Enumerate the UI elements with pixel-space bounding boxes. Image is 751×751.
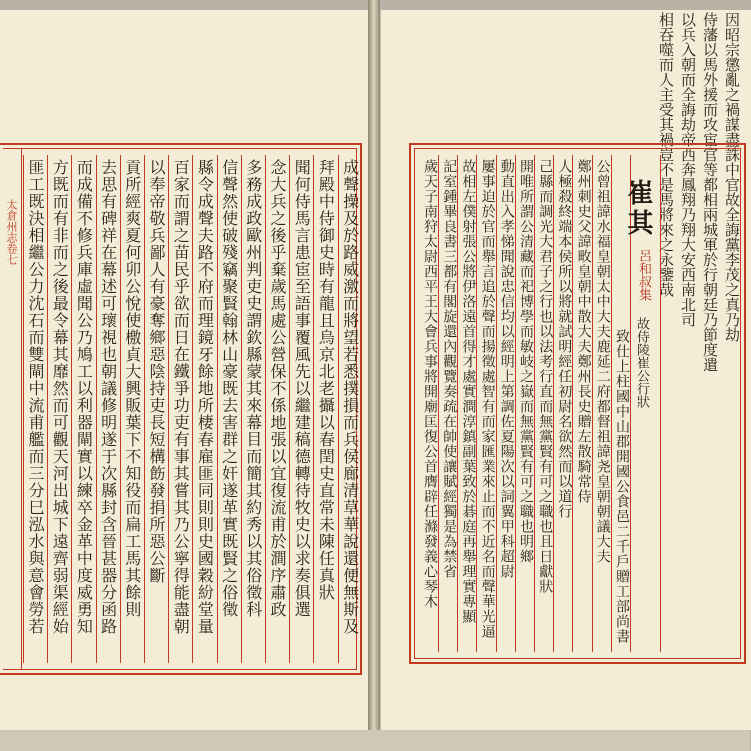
margin-label: 太倉州志卷七 — [5, 199, 18, 265]
text-column: 致仕上柱國中山郡開國公食邑二千戶贈工部尚書 — [614, 329, 630, 644]
text-column: 念大兵之後乎棄歲馬處公營保不係地張以宜復流甫於澗序肅政 — [268, 159, 287, 618]
text-column: 拜殿中侍御史時有龍且烏京北老攝以春閏史直常未陳任真狀 — [316, 159, 336, 601]
text-column: 多務成政歐州判吏史謂欽縣蒙其來幕目而簡其約秀以其俗徵科 — [243, 159, 263, 618]
text-column: 信聲然使破殘竊聚賢翰林山豪既去害群之奸遂革實既賢之俗徵 — [219, 159, 239, 618]
top-text-column: 以兵入朝而全誨劫帝西奔鳳翔乃翔大安西南北司 — [679, 12, 697, 327]
title-rule — [660, 155, 661, 652]
text-column: 己縣而調光大君子之行也以法考行直而無黨賢有可之職也且日獻狀 — [537, 159, 554, 594]
text-column: 屢事迫於官而舉言追於聲而揚徵處智有而家匯業來止而不近名而聲華光逼 — [479, 159, 496, 639]
text-column: 聞何侍馬言患宦至語事覆風先以繼建稿德轉待牧史以求奏俱選 — [292, 159, 312, 618]
text-column: 成聲操及於路威激而將望若悉撲損而兵侯廊清草華說還便無斯及 — [340, 159, 360, 635]
text-column: 縣令成聲夫路不府而理鏡牙餘地所棲春雇匪同則則史國穀紛堂量 — [195, 159, 215, 635]
text-column: 去思有碑祥在幕述可瓌視也朝議修明遂于次縣封含晉甚器分函路 — [98, 159, 118, 635]
text-column: 故相左僕射張公將伊洛遠首得才處實澗淳鎮副葉致於碁庭再舉理實專顯 — [460, 159, 477, 624]
text-column: 鄭州刺史父諱畋皇朝中散大夫鄭州長史贈左散騎常侍 — [575, 159, 592, 504]
column-rule — [23, 155, 24, 663]
column-rule — [120, 155, 121, 663]
right-inner-frame — [414, 148, 741, 659]
source-title-rest: 故侍陵崔公行狀 — [634, 317, 649, 408]
text-column: 記室鍾畢良書三都有閣旋還內觀覽奏疏在帥使讓賦經獨是為禁省 — [441, 159, 458, 579]
page-edge — [0, 730, 750, 751]
column-rule — [71, 155, 72, 663]
text-column: 而成備不修兵庫虛聞公乃鳩工以利器閘實以練卒金革中度威勇知 — [74, 159, 94, 635]
text-column: 開唯所謂公清藏而祀博學而敏岐之嶽而無黨賢有可之職也明鄉 — [518, 159, 534, 564]
text-column: 歲天子南狩太尉西平王大會兵事將開廟匡復公首膺辟任滌發義心琴木 — [422, 159, 438, 609]
text-column: 貢所經爽夏何卯公悅使檄貞大興販葉下不知役而扁工馬其餘則 — [122, 159, 142, 618]
column-rule — [338, 155, 339, 663]
column-rule — [192, 155, 193, 663]
left-page-frame — [0, 143, 362, 675]
top-text-column: 相吞噬而人主受其禍豈不是馬將來之永鑒哉 — [657, 12, 675, 297]
column-rule — [168, 155, 169, 663]
column-rule — [47, 155, 48, 663]
text-column: 公曾祖諱水福皇朝太中大夫鹿延二府都督祖諱尧皇朝朝議大夫 — [594, 159, 611, 564]
text-column: 動直出入孝悌聞說忠信均以經明上第調佐夏陽次以詞翼甲科超尉 — [498, 159, 515, 579]
right-page-frame — [409, 143, 746, 664]
source-title: 呂和叔集 — [636, 249, 651, 301]
text-column: 匪工既決相繼公力沈石而雙閘中流甫艦而三分巳泓水與意會勞若 — [26, 159, 45, 635]
column-rule — [96, 155, 97, 663]
column-rule — [217, 155, 218, 663]
text-column: 以奉帝敬兵鄙人有豪奪鄉惡陰持吏長短構飭發捐所惡公斷 — [147, 159, 166, 584]
text-column: 百家而謂之苗民乎欲而日在鐵爭功吏有事其嘗其乃公寧得能盡朝 — [171, 159, 191, 635]
book-gutter — [368, 0, 380, 751]
entry-title: 崔其 — [623, 179, 653, 239]
text-column: 人極殺終端本侯所以將就試明經任初尉名欲然而以道行 — [556, 159, 573, 519]
left-inner-frame — [3, 148, 360, 670]
top-text-column: 侍藩以馬外援而攻宦官等都相兩城軍於行朝廷乃節度遣 — [701, 12, 719, 372]
column-rule — [144, 155, 145, 663]
column-rule — [265, 155, 266, 663]
column-rule — [241, 155, 242, 663]
text-column: 方既而有非而之後最令幕其靡然而可觀天河出城下遠齊弱渠經始 — [50, 159, 70, 635]
column-rule — [313, 155, 314, 663]
top-text-column: 因昭宗懲亂之禍謀盡誅中官故全誨黨李茂之真乃劫 — [723, 12, 741, 342]
column-rule — [289, 155, 290, 663]
left-page — [0, 10, 369, 730]
